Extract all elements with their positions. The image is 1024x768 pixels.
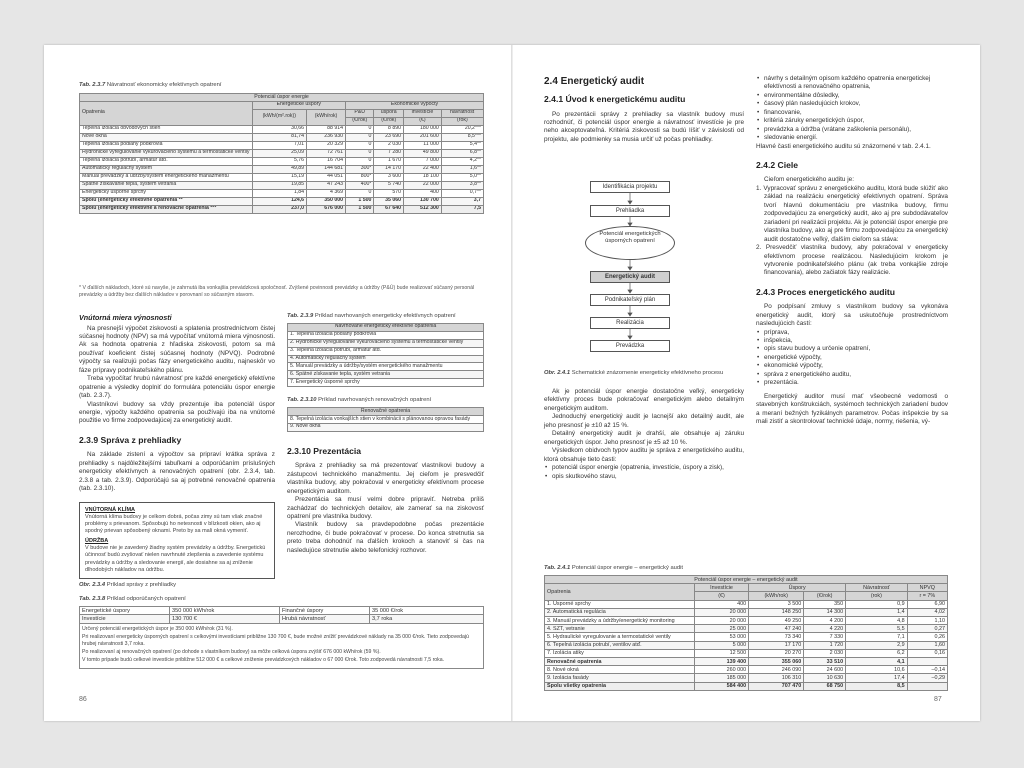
table-cell: 185 000 xyxy=(695,674,749,682)
table-cell: 6,2 xyxy=(846,649,908,657)
bullet-list xyxy=(756,75,948,143)
paragraph: Prezentácia sa musí velmi dobre pripraviť. Netreba príliš zachádzať do technických detailov, ale zamerať sa na ziskovosť opatrení pre vlastníka budovy. xyxy=(287,496,484,520)
table-cell: 4,1 xyxy=(846,658,908,666)
table-cell: 20,2*** xyxy=(441,125,483,133)
table-cell: 800* xyxy=(346,173,374,181)
paragraph: Vlastník budovy sa pravdepodobne počas prezentácie nerozhodne, či bude pokračovať v procese. Do konca stretnutia sa preto treba dohodnúť na ďalších krokoch a stanoviť si čas na nasledujúce stretnutie alebo telefonický rozhovor. xyxy=(287,521,484,554)
bullet-list xyxy=(544,464,744,481)
table-row xyxy=(545,682,948,690)
table-cell: Hydronické vyregulovanie vykurovacieho systému a termostatické ventily xyxy=(80,149,253,157)
table-cell: 73 340 xyxy=(749,633,804,641)
table-cell: 6. Tepelná izolácia potrubí, ventilov atď. xyxy=(545,641,695,649)
table-cell: 4. Automatický regulačný systém xyxy=(288,355,484,363)
note-line: Pri realizovaní energeticky úsporných opatrení s celkovými investíciami približne 130 700 €, bude možné znížiť prevádzkové náklady na 35 000 €/rok. Tieto zodpovedajú hrubej návratnosti 3,7 roka. xyxy=(82,634,469,647)
list-item: • ekonomické výpočty, xyxy=(756,362,948,370)
table-cell: 25,09 xyxy=(252,149,307,157)
flow-energeticky-audit: Energetický audit xyxy=(590,271,670,283)
table-row xyxy=(545,625,948,633)
table-cell: Manuál prevádzky a údržby/systém energetického manažmentu xyxy=(80,173,253,181)
list-item: • opis skutkového stavu, xyxy=(544,473,744,481)
flow-potencial: Potenciál energetických úsporných opatrení xyxy=(585,226,675,260)
table-cell: 124,6 xyxy=(252,197,307,205)
flow-identifikacia: Identifikácia projektu xyxy=(590,181,670,193)
table-cell: 17,4 xyxy=(846,674,908,682)
table-cell: 7 000 xyxy=(404,157,442,165)
table-cell: 180 000 xyxy=(404,125,442,133)
table-row xyxy=(80,141,484,149)
table-cell: 7. Energetický úsporné sprchy xyxy=(288,379,484,387)
table-cell: Spolu všetky opatrenia xyxy=(545,682,695,690)
table-row xyxy=(288,416,484,424)
table-cell: 4,02 xyxy=(907,608,947,616)
table-cell: 8 890 xyxy=(374,125,404,133)
right-page-right-column xyxy=(756,75,948,427)
list-item: • financovanie, xyxy=(756,109,948,117)
table-cell: 47 240 xyxy=(749,625,804,633)
table-cell: 1. Úsporné sprchy xyxy=(545,600,695,608)
table-cell: 7,5 xyxy=(441,205,483,213)
paragraph: Jednoduchý energetický audit je lacnejší ako detailný audit, ale jeho presnosť je ±10 až 15 %. xyxy=(544,413,744,429)
table-cell: 1 500 xyxy=(346,205,374,213)
left-page-right-column xyxy=(287,313,484,555)
table-cell: 570 xyxy=(374,189,404,197)
table-cell: 25 000 xyxy=(695,625,749,633)
table-row xyxy=(288,423,484,431)
table-row xyxy=(288,355,484,363)
table-cell: 20 000 xyxy=(695,608,749,616)
table-cell: 676 000 xyxy=(307,205,346,213)
table-cell: 0 xyxy=(346,149,374,157)
table-cell: 236 930 xyxy=(307,133,346,141)
table-row xyxy=(80,133,484,141)
paragraph: Ak je potenciál úspor energie dostatočne veľký, energeticky efektívny proces bude pokračovať energetickým alebo detailným energetickým auditom. xyxy=(544,388,744,412)
table-cell: 1,4 xyxy=(846,608,908,616)
table-cell: 7 280 xyxy=(374,149,404,157)
table-cell: 1,60 xyxy=(907,641,947,649)
tab-2-3-7-footnote: * V ďalších nákladoch, ktoré sú navyše, je zahrnutá iba vonkajšia prevádzková spoločnosť. Zvýšené povinnosti prevádzky a údržby (P&Ú) bude realizovať súčasný personál prevádzky a údržby bez ďalších nákladov v porovnaní so súčasným stavom. xyxy=(79,285,475,298)
table-cell xyxy=(907,658,947,666)
list-item: • správa z energetického auditu, xyxy=(756,371,948,379)
table-row xyxy=(80,157,484,165)
table-cell: 139 400 xyxy=(695,658,749,666)
tab-2-3-9-caption: Tab. 2.3.9 Príklad navrhovaných energeticky efektívnych opatrení xyxy=(287,313,456,319)
tab-2-3-7-caption: Tab. 2.3.7 Návratnosť ekonomicky efektívnych opatrení xyxy=(79,82,222,88)
table-cell: 23 690 xyxy=(374,133,404,141)
bullet-list xyxy=(756,329,948,388)
table-row xyxy=(545,658,948,666)
note-line: Určený potenciál energetických úspor je 350 000 kWh/rok (31 %). xyxy=(82,625,233,632)
table-cell: 5. Hydraulické vyregulovanie a termostatické ventily xyxy=(545,633,695,641)
table-cell: 20 000 xyxy=(695,617,749,625)
table-row xyxy=(545,649,948,657)
table-cell: 12 500 xyxy=(695,649,749,657)
table-cell: 0 xyxy=(346,189,374,197)
table-cell: 72 761 xyxy=(307,149,346,157)
table-cell: 10 630 xyxy=(804,674,846,682)
table-cell: 3 500 xyxy=(749,600,804,608)
obr-2-3-4-caption: Obr. 2.3.4 Príklad správy z prehliadky xyxy=(79,581,177,588)
table-cell: 9. Nové okná xyxy=(288,423,484,431)
table-row xyxy=(80,125,484,133)
table-cell: 1,10 xyxy=(907,617,947,625)
table-cell: 3 600 xyxy=(374,173,404,181)
table-cell: 16 704 xyxy=(307,157,346,165)
list-item: • prezentácia. xyxy=(756,379,948,387)
table-cell: 17 170 xyxy=(749,641,804,649)
right-page-left-column xyxy=(544,75,744,144)
table-cell: 1. Tepelná izolácia podlahy podkrovia xyxy=(288,331,484,339)
table-row xyxy=(80,197,484,205)
report-example-box: VNÚTORNÁ KLÍMA Vnútorná klíma budovy je celkom dobrá, počas zimy sú tam však značné problémy s prievanom. Spôsobujú ho netesnosti v blízkosti okien, ako aj spodný prievan spôsobený oknami. Preto by sa mali okná vymeniť. ÚDRŽBA V budove nie je zavedený žiadny systém prevádzky a údržby. Energetickú účinnosť budú zvyšovať nielen navrhnuté zlepšenia a zavedenie systému prevádzky a údržby a sledovanie energií, ale dosiahne sa aj zníženie dlhodobých nákladov na údržbu. xyxy=(79,502,275,579)
table-cell: 44 051 xyxy=(307,173,346,181)
table-cell: 3. Manuál prevádzky a údržby/energetický monitoring xyxy=(545,617,695,625)
table-cell: Spolu (energetický efektívne opatrenia ** xyxy=(80,197,253,205)
table-cell: Spätné získavanie tepla, systém vetrania xyxy=(80,181,253,189)
table-cell: 400* xyxy=(346,181,374,189)
table-row xyxy=(545,674,948,682)
table-cell: 0,9 xyxy=(846,600,908,608)
table-cell: 246 090 xyxy=(749,666,804,674)
table-cell: 300* xyxy=(346,165,374,173)
table-row xyxy=(545,666,948,674)
table-cell: Spolu (energetický efektívne a renovačné opatrenia *** xyxy=(80,205,253,213)
table-cell: 707 470 xyxy=(749,682,804,690)
table-cell: 144 681 xyxy=(307,165,346,173)
table-cell: 5,76 xyxy=(252,157,307,165)
table-cell: Nové okná xyxy=(80,133,253,141)
table-row xyxy=(288,371,484,379)
table-cell: 6,8** xyxy=(441,149,483,157)
table-row xyxy=(545,633,948,641)
table-row xyxy=(80,205,484,213)
paragraph: Na základe zistení a výpočtov sa pripraví krátka správa z prehliadky s najdôležitejšími tabuľkami a odporúčaním príslušných energeticky efektívnych a renovačných opatrení (obr. 2.3.4, tab. 2.3.8 a tab. 2.3.9). Odporúčajú sa aj potrebné renovačné opatrenia (tab. 2.3.10). xyxy=(79,451,275,493)
paragraph: Energetický auditor musí mať všeobecné vedomosti o stavebných konštrukciách, systémoch technických zariadení budov a meraní bežných fyzikálnych parametrov. Počas inšpekcie by sa mali zistiť a skontrolovať technické údaje, normy, riešenia, vý- xyxy=(756,392,948,426)
table-cell: 22 400 xyxy=(404,165,442,173)
table-cell: 4 369 xyxy=(307,189,346,197)
table-cell: 0,26 xyxy=(907,633,947,641)
table-cell: Tepelná izolácia podlahy podkrovia xyxy=(80,141,253,149)
paragraph: Výsledkom obidvoch typov auditu je správa z energetického auditu, ktorá obsahuje tieto časti: xyxy=(544,447,744,463)
table-cell: Tepelná izolácia obvodových stien xyxy=(80,125,253,133)
table-cell: 14 170 xyxy=(374,165,404,173)
tab-2-3-8: Energetické úspory 350 000 kWh/rok Finančné úspory 35 000 €/rok Investície 130 700 € Hrubá návratnosť 3,7 roka Určený potenciál energetických úspor je 350 000 kWh/rok (31 %). Pri realizovaní energeticky úsporných opatrení s celkovými investíciami približne 130 700 €, bude možné znížiť prevádzkové náklady na 35 000 €/rok. Tieto zodpovedajú hrubej návratnosti 3,7 roka. Po realizovaní aj renovačných opatrení (po dohode s vlastníkom budovy) sa môže celková úspora zvýšiť 676 000 kWh/rok (59 %). V tomto prípade budú celkové investície približne 512 000 € a celkové zníženie prevádzkových nákladov o 67 000 €/rok. Toto zodpovedá návratnosti 7,5 roka. xyxy=(79,606,484,669)
table-cell: Automatický regulačný systém xyxy=(80,165,253,173)
table-cell: 49,89 xyxy=(252,165,307,173)
table-cell: –0,14 xyxy=(907,666,947,674)
list-item: • prevádzka a údržba (vrátane zaškolenia personálu), xyxy=(756,126,948,134)
table-cell: 584 400 xyxy=(695,682,749,690)
list-item: • kritériá záruky energetických úspor, xyxy=(756,117,948,125)
table-cell: 5,5 xyxy=(846,625,908,633)
heading-2-3-9: 2.3.9 Správa z prehliadky xyxy=(79,434,182,445)
paragraph: Hlavné časti energetického auditu sú znázornené v tab. 2.4.1. xyxy=(756,142,931,150)
table-cell: 0,27 xyxy=(907,625,947,633)
paragraph: Treba vypočítať hrubú návratnosť pre každé energetický efektívne opatrenie a výsledky doplniť do formulára potenciálu úspor energie (tab. 2.3.7). xyxy=(79,375,275,400)
table-cell: 20 270 xyxy=(749,649,804,657)
table-cell: 0 xyxy=(346,125,374,133)
heading-2-4-2: 2.4.2 Ciele xyxy=(756,160,799,171)
table-cell: 2. Automatická regulácia xyxy=(545,608,695,616)
table-cell: 7 330 xyxy=(804,633,846,641)
table-row xyxy=(545,600,948,608)
table-cell: 30,66 xyxy=(252,125,307,133)
paragraph: Cieľom energetického auditu je: xyxy=(764,176,854,184)
table-cell: 2. Hydronické vyregulovanie vykurovacieho systému a termostatické ventily xyxy=(288,339,484,347)
table-cell: 8. Nové okná xyxy=(545,666,695,674)
table-cell: 4,2** xyxy=(441,157,483,165)
table-cell: 35 060 xyxy=(374,197,404,205)
table-row xyxy=(80,165,484,173)
table-cell: 106 310 xyxy=(749,674,804,682)
table-cell: 5,0** xyxy=(441,173,483,181)
tab-2-3-9: Navrhované energetický efektívne opatrenia 1. Tepelná izolácia podlahy podkrovia 2. Hydronické vyregulovanie vykurovacieho systému a termostatické ventily 3. Tepelná izolácia potrubí, armatúr atď. 4. Automatický regulačný systém 5. Manuál prevádzky a údržby/systém energetického manažmentu 6. Spätné získavanie tepla, systém vetrania 7. Energetický úsporné sprchy xyxy=(287,323,484,388)
table-cell: 7,01 xyxy=(252,141,307,149)
heading-vnutorna: Vnútorná miera výnosnosti xyxy=(79,313,172,322)
list-item: • sledovanie energií. xyxy=(756,134,948,142)
table-cell: 260 000 xyxy=(695,666,749,674)
table-cell xyxy=(907,682,947,690)
heading-2-3-10: 2.3.10 Prezentácia xyxy=(287,445,362,456)
table-cell: 5 740 xyxy=(374,181,404,189)
table-cell: 2 030 xyxy=(374,141,404,149)
table-cell: Energetický úsporné sprchy xyxy=(80,189,253,197)
table-cell: 350 000 xyxy=(307,197,346,205)
table-cell: 49 800 xyxy=(404,149,442,157)
table-cell: 9. Izolácia fasády xyxy=(545,674,695,682)
tab-2-4-1-caption: Tab. 2.4.1 Potenciál úspor energie – energetický audit xyxy=(544,565,684,571)
list-item: • potenciál úspor energie (opatrenia, investície, úspory a zisk), xyxy=(544,464,744,472)
table-cell: 4,8 xyxy=(846,617,908,625)
tab-2-3-10-caption: Tab. 2.3.10 Príklad navrhovaných renovačných opatrení xyxy=(287,397,432,404)
table-row xyxy=(545,608,948,616)
table-row xyxy=(288,339,484,347)
table-cell: 2 030 xyxy=(804,649,846,657)
table-cell: 81,74 xyxy=(252,133,307,141)
table-cell: 3. Tepelná izolácia potrubí, armatúr atď. xyxy=(288,347,484,355)
paragraph: Na presnejší výpočet ziskovosti a splatenia prostredníctvom čistej súčasnej hodnoty (NPV) sa má vypočítať vnútorná miera výnosnosti. Ak sa hodnota opatrenia z hľadiska ziskovosti, potom sa má používať koeficient čistej súčasnej hodnoty (NPVQ). Podrobné výpočty sa realizujú počas fázy energetického auditu, najneskôr vo fáze prípravy podnikateľského plánu. xyxy=(79,324,275,374)
table-cell: 400 xyxy=(404,189,442,197)
table-row xyxy=(80,189,484,197)
heading-2-4-3: 2.4.3 Proces energetického auditu xyxy=(756,286,895,297)
tab-2-3-10: Renovačné opatrenia 8. Tepelná izolácia vonkajších stien v kombinácii s plánovanou opravou fasády 9. Nové okná xyxy=(287,407,484,432)
table-row xyxy=(288,347,484,355)
table-cell: 5 000 xyxy=(695,641,749,649)
list-item: • environmentálne dôsledky, xyxy=(756,92,948,100)
list-item: • návrhy s detailným opisom každého opatrenia energetickej efektívnosti a renovačného opatrenia, xyxy=(756,75,948,92)
table-cell: 49 250 xyxy=(749,617,804,625)
table-cell: 2,9 xyxy=(846,641,908,649)
left-page xyxy=(44,45,512,721)
table-cell: 8,5 xyxy=(846,682,908,690)
heading-2-4: 2.4 Energetický audit xyxy=(544,76,645,87)
table-cell: 4 220 xyxy=(804,625,846,633)
table-cell: 1,6** xyxy=(441,165,483,173)
list-item: • energetické výpočty, xyxy=(756,354,948,362)
right-page xyxy=(512,45,980,721)
table-row xyxy=(288,331,484,339)
table-cell: 67 640 xyxy=(374,205,404,213)
table-cell: 18 100 xyxy=(404,173,442,181)
table-cell: 3,8** xyxy=(441,181,483,189)
numbered-item: 2. Presvedčiť vlastníka budovy, aby pokračoval v energeticky efektívnom procese realizácou. Nasledujúcim krokom je vytvorenie podnikateľského plánu (ak treba vonkajšie zdroje financovania), alebo začiatok fázy realizácie. xyxy=(756,244,948,277)
table-cell: 15,19 xyxy=(252,173,307,181)
page-number: 87 xyxy=(934,696,942,703)
paragraph: Po podpísaní zmluvy s vlastníkom budovy sa vykonáva energetický audit, ktorý sa uskutočňuje prostredníctvom nasledujúcich častí: xyxy=(756,303,948,328)
table-cell: 14 300 xyxy=(804,608,846,616)
heading-2-4-1: 2.4.1 Úvod k energetickému auditu xyxy=(544,94,686,105)
list-item: • príprava, xyxy=(756,329,948,337)
table-cell: 148 250 xyxy=(749,608,804,616)
table-cell: 6,90 xyxy=(907,600,947,608)
note-line: V tomto prípade budú celkové investície približne 512 000 € a celkové zníženie prevádzkových nákladov o 67 000 €/rok. Toto zodpovedá návratnosti 7,5 roka. xyxy=(82,657,445,664)
note-line: Po realizovaní aj renovačných opatrení (po dohode s vlastníkom budovy) sa môže celková úspora zvýšiť 676 000 kWh/rok (59 %). xyxy=(82,649,381,656)
list-item: • inšpekcia, xyxy=(756,337,948,345)
paragraph: Správa z prehliadky sa má prezentovať vlastníkovi budovy a zástupcovi technického manažmentu. Jej cieľom je presvedčiť vlastníka budovy, aby pokračoval v energeticky efektívnom procese energetickým auditom. xyxy=(287,462,484,495)
table-cell: 88 914 xyxy=(307,125,346,133)
table-cell: 24 600 xyxy=(804,666,846,674)
table-cell: 350 xyxy=(804,600,846,608)
flow-prehliadka: Prehliadka xyxy=(590,205,670,217)
right-page-left-column-2 xyxy=(544,388,744,481)
table-cell: 0,7** xyxy=(441,189,483,197)
table-cell: 10,6 xyxy=(846,666,908,674)
table-cell: –0,29 xyxy=(907,674,947,682)
table-cell: 0 xyxy=(346,141,374,149)
table-cell: 512 300 xyxy=(404,205,442,213)
paragraph: Po prezentácii správy z prehliadky sa vlastník budovy musí rozhodnúť, či potenciál úspor energie a návratnosť investície je pre neho akceptovateľná. Kritériá ziskovosti sa budú líšiť v závislosti od projektu, ale podmienky sa musia určiť už počas prehliadky. xyxy=(544,110,744,143)
table-cell: 5,4** xyxy=(441,141,483,149)
table-row xyxy=(80,181,484,189)
table-cell: 33 510 xyxy=(804,658,846,666)
table-cell: Renovačné opatrenia xyxy=(545,658,695,666)
table-cell: 53 000 xyxy=(695,633,749,641)
tab-2-3-7: Potenciál úspor energie Opatrenia Energetické úspory Ekonomické výpočty (kWh/(m².rok)) (kWh/rok) P&Ú úspora investície návratnosť (€/rok) (€/rok) (€) (rok) Tepelná izolácia obvodových stien 30,66 88 914 0 8 890 180 000 20,2*** Nové okná 81,74 236 930 0 23 690 201 600 8,5*** Tepelná izolácia podlahy podkrovia 7,01 20 329 0 2 030 11 000 5,4** Hydronické vyregulovanie vykurovacieho systému a termostatické ventily 25,09 72 761 0 7 280 49 800 6,8** Tepelná izolácia potrubí, armatúr atď. 5,76 16 704 0 1 670 7 000 4,2** Automatický regulačný systém 49,89 144 681 300* 14 170 22 400 1,6** Manuál prevádzky a údržby/systém energetického manažmentu 15,19 44 051 800* 3 600 18 100 5,0** Spätné získavanie tepla, systém vetrania 19,85 47 243 400* 5 740 22 000 3,8** Energetický úsporné sprchy 1,84 4 369 0 570 400 0,7** Spolu (energetický efektívne opatrenia ** 124,6 350 000 1 500 35 060 130 700 3,7 Spolu (energetický efektívne a renovačné opatrenia *** 237,0 676 000 1 500 67 640 512 300 7,5 xyxy=(79,93,484,214)
table-cell: 22 000 xyxy=(404,181,442,189)
table-row xyxy=(80,173,484,181)
table-cell: 11 000 xyxy=(404,141,442,149)
table-cell: 1 670 xyxy=(374,157,404,165)
table-row xyxy=(288,379,484,387)
table-cell: 0 xyxy=(346,133,374,141)
paragraph: Detailný energetický audit je drahší, ale obsahuje aj záruku energetických úspor. Jeho presnosť je ±5 až 10 %. xyxy=(544,430,744,446)
book-spread xyxy=(44,45,980,721)
table-cell: 4. SZT, vetranie xyxy=(545,625,695,633)
list-item: • opis stavu budovy a určenie opatrení, xyxy=(756,345,948,353)
flow-realizacia: Realizácia xyxy=(590,317,670,329)
table-cell: 3,7 xyxy=(441,197,483,205)
table-cell: 201 600 xyxy=(404,133,442,141)
list-item: • časový plán nasledujúcich krokov, xyxy=(756,100,948,108)
table-cell: Tepelná izolácia potrubí, armatúr atď. xyxy=(80,157,253,165)
table-cell: 8,5*** xyxy=(441,133,483,141)
tab-2-4-1: Potenciál úspor energie – energetický audit Opatrenia Investície Úspory Návratnosť NPVQ (€) (kWh/rok) (€/rok) (rok) r = 7% 1. Úsporné sprchy 400 3 500 350 0,9 6,90 2. Automatická regulácia 20 000 148 250 14 300 1,4 4,02 3. Manuál prevádzky a údržby/energetický monitoring 20 000 49 250 4 200 4,8 1,10 4. SZT, vetranie 25 000 47 240 4 220 5,5 0,27 5. Hydraulické vyregulovanie a termostatické ventily 53 000 73 340 7 330 7,1 0,26 6. Tepelná izolácia potrubí, ventilov atď. 5 000 17 170 1 720 2,9 1,60 7. Izolácia atiky 12 500 20 270 2 030 6,2 0,16 Renovačné opatrenia 139 400 355 060 33 510 4,1 8. Nové okná 260 000 246 090 24 600 10,6 –0,14 9. Izolácia fasády 185 000 106 310 10 630 17,4 –0,29 Spolu všetky opatrenia 584 400 707 470 68 750 8,5 xyxy=(544,575,948,691)
table-cell: 6. Spätné získavanie tepla, systém vetrania xyxy=(288,371,484,379)
table-row xyxy=(288,363,484,371)
table-cell: 5. Manuál prevádzky a údržby/systém energetického manažmentu xyxy=(288,363,484,371)
table-cell: 1 720 xyxy=(804,641,846,649)
table-cell: 7. Izolácia atiky xyxy=(545,649,695,657)
table-cell: 4 200 xyxy=(804,617,846,625)
table-cell: 400 xyxy=(695,600,749,608)
obr-2-4-1-caption: Obr. 2.4.1 Schematické znázornenie energeticky efektívneho procesu xyxy=(544,370,724,376)
tab-2-3-8-caption: Tab. 2.3.8 Príklad odporúčaných opatrení xyxy=(79,596,186,602)
numbered-item: 1. Vypracovať správu z energetického auditu, ktorá bude slúžiť ako základ na realizáciu energetický efektívnych opatrení. Správa tvorí hlavnú dokumentáciu pre vlastníka budovy, firmu zodpovedajúcu za energetický audit, ako aj pre subdodávateľov zariadení pri realizácii projektu. Ak je potenciál úspor energie pre vlastníka budovy, ako aj pre firmu zodpovedajúcu za energetický audit dostatočne veľký, ďalším cieľom sa stáva: xyxy=(756,184,948,243)
table-cell: 0,16 xyxy=(907,649,947,657)
table-cell: 130 700 xyxy=(404,197,442,205)
table-cell: 7,1 xyxy=(846,633,908,641)
flow-prevadzka: Prevádzka xyxy=(590,340,670,352)
process-flowchart xyxy=(544,177,744,367)
table-cell: 20 329 xyxy=(307,141,346,149)
paragraph: Vlastníkovi budovy sa vždy prezentuje iba potenciál úspor energie, výpočty každého opatrenia sa používajú iba na vnútorné použitie vo firme zodpovedajúcej za energetický audit. xyxy=(79,400,275,425)
table-row xyxy=(545,617,948,625)
table-cell: 237,0 xyxy=(252,205,307,213)
table-cell: 1,84 xyxy=(252,189,307,197)
table-cell: 68 750 xyxy=(804,682,846,690)
left-column xyxy=(79,313,275,589)
table-row xyxy=(80,149,484,157)
table-cell: 355 060 xyxy=(749,658,804,666)
table-cell: 1 500 xyxy=(346,197,374,205)
flow-podnikatelsky-plan: Podnikateľský plán xyxy=(590,294,670,306)
table-cell: 8. Tepelná izolácia vonkajších stien v kombinácii s plánovanou opravou fasády xyxy=(288,416,484,424)
table-cell: 47 243 xyxy=(307,181,346,189)
table-cell: 19,85 xyxy=(252,181,307,189)
page-number: 86 xyxy=(79,696,87,703)
table-row xyxy=(545,641,948,649)
table-cell: 0 xyxy=(346,157,374,165)
